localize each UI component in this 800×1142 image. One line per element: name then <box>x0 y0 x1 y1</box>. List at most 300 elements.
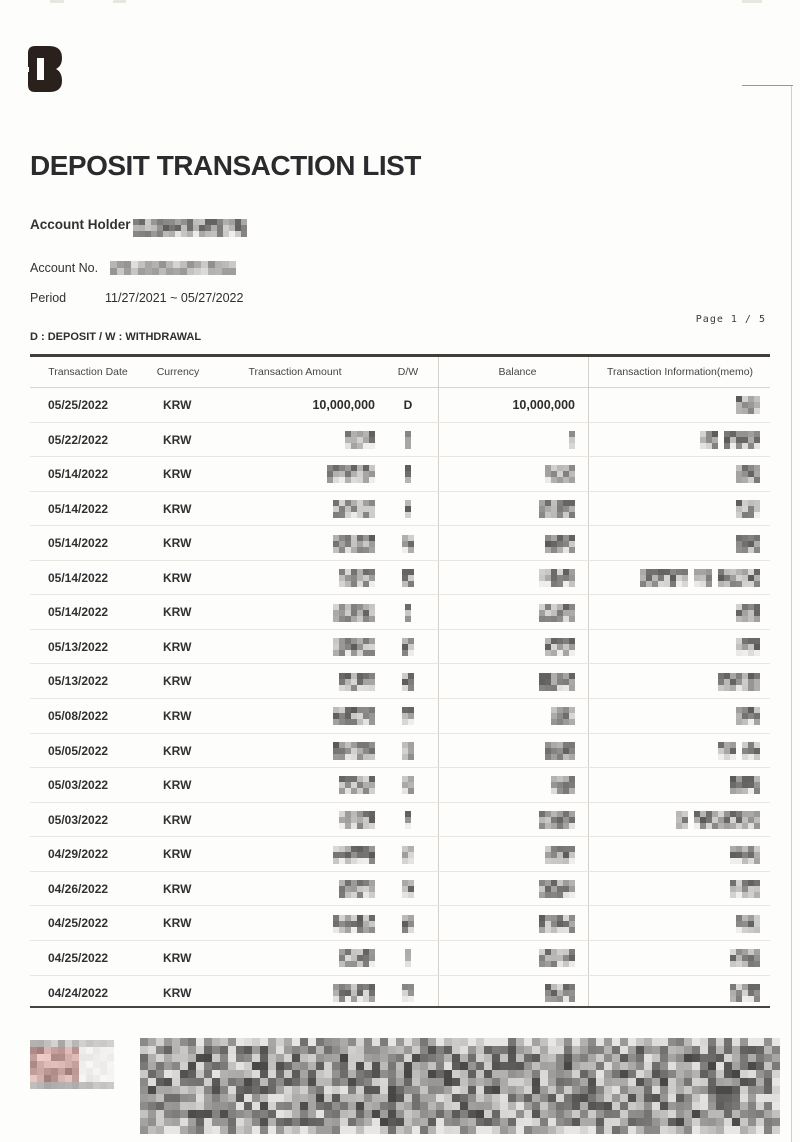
redacted-pixel <box>380 1094 388 1102</box>
redacted-pixel <box>180 261 187 268</box>
redacted-pixel <box>140 1054 148 1062</box>
redacted-pixel <box>86 1068 93 1075</box>
redacted-pixel <box>569 477 575 483</box>
redacted-pixel <box>166 261 173 268</box>
redacted-pixel <box>172 1070 180 1078</box>
redacted-pixel <box>332 1038 340 1046</box>
redacted-pixel <box>332 1086 340 1094</box>
redacted-pixel <box>396 1086 404 1094</box>
redacted-pixel <box>212 1126 220 1134</box>
redacted-pixel <box>396 1054 404 1062</box>
redacted-pixel <box>716 1126 724 1134</box>
redacted-pixel <box>364 1070 372 1078</box>
redacted-pixel <box>569 719 575 725</box>
table-row <box>30 699 770 734</box>
redacted-pixel <box>180 1102 188 1110</box>
deposit-withdrawal-legend: D : DEPOSIT / W : WITHDRAWAL <box>30 331 202 343</box>
redacted-pixel <box>30 1075 37 1082</box>
redacted-pixel <box>484 1126 492 1134</box>
redacted-pixel <box>332 1046 340 1054</box>
redacted-pixel <box>276 1046 284 1054</box>
redacted-pixel <box>500 1118 508 1126</box>
redacted-pixel <box>492 1054 500 1062</box>
redacted-pixel <box>148 1118 156 1126</box>
redacted-pixel <box>140 1038 148 1046</box>
redacted-pixel <box>444 1046 452 1054</box>
redacted-pixel <box>332 1078 340 1086</box>
redacted-pixel <box>51 1068 58 1075</box>
redacted-pixel <box>468 1054 476 1062</box>
redacted-pixel <box>44 1075 51 1082</box>
redacted-value <box>569 431 575 449</box>
period-value: 11/27/2021 ~ 05/27/2022 <box>105 291 244 305</box>
redacted-pixel <box>212 1102 220 1110</box>
redacted-pixel <box>324 1094 332 1102</box>
redacted-pixel <box>684 1086 692 1094</box>
cell-balance <box>460 664 575 699</box>
redacted-pixel <box>107 1068 114 1075</box>
cell-transaction-amount <box>230 976 375 1011</box>
redacted-pixel <box>652 1118 660 1126</box>
redacted-pixel <box>388 1070 396 1078</box>
cell-transaction-date: 05/08/2022 <box>48 709 109 724</box>
redacted-value <box>333 742 375 760</box>
redacted-pixel <box>252 1062 260 1070</box>
redacted-pixel <box>580 1102 588 1110</box>
redacted-pixel <box>500 1110 508 1118</box>
redacted-pixel <box>380 1110 388 1118</box>
redacted-pixel <box>644 1118 652 1126</box>
redacted-pixel <box>612 1086 620 1094</box>
redacted-pixel <box>79 1061 86 1068</box>
redacted-pixel <box>228 1102 236 1110</box>
redacted-value <box>676 811 688 829</box>
redacted-pixel <box>580 1070 588 1078</box>
redacted-value <box>339 776 375 794</box>
redacted-pixel <box>188 1070 196 1078</box>
redacted-pixel <box>588 1054 596 1062</box>
redacted-pixel <box>172 1126 180 1134</box>
redacted-pixel <box>636 1126 644 1134</box>
redacted-pixel <box>236 1110 244 1118</box>
redacted-pixel <box>748 1078 756 1086</box>
redacted-pixel <box>244 1094 252 1102</box>
redacted-pixel <box>732 1110 740 1118</box>
cell-balance <box>460 630 575 665</box>
redacted-value <box>539 915 575 933</box>
redacted-pixel <box>268 1054 276 1062</box>
cell-currency: KRW <box>163 812 192 827</box>
redacted-pixel <box>284 1086 292 1094</box>
redacted-pixel <box>588 1118 596 1126</box>
redacted-pixel <box>668 1118 676 1126</box>
redacted-pixel <box>180 1062 188 1070</box>
redacted-pixel <box>180 268 187 275</box>
redacted-pixel <box>660 1102 668 1110</box>
redacted-pixel <box>420 1070 428 1078</box>
redacted-pixel <box>500 1046 508 1054</box>
redacted-pixel <box>180 1038 188 1046</box>
redacted-value <box>405 500 411 518</box>
cell-currency: KRW <box>163 501 192 516</box>
redacted-pixel <box>332 1126 340 1134</box>
cell-currency: KRW <box>163 536 192 551</box>
redacted-pixel <box>212 1070 220 1078</box>
redacted-pixel <box>380 1054 388 1062</box>
redacted-pixel <box>540 1078 548 1086</box>
cell-memo <box>592 492 760 527</box>
redacted-pixel <box>492 1062 500 1070</box>
redacted-pixel <box>492 1046 500 1054</box>
redacted-pixel <box>564 1094 572 1102</box>
redacted-pixel <box>180 1118 188 1126</box>
redacted-pixel <box>700 1054 708 1062</box>
redacted-pixel <box>324 1038 332 1046</box>
redacted-value <box>402 880 414 898</box>
redacted-pixel <box>716 1102 724 1110</box>
redacted-pixel <box>292 1094 300 1102</box>
redacted-pixel <box>284 1118 292 1126</box>
redacted-pixel <box>276 1078 284 1086</box>
redacted-pixel <box>708 1070 716 1078</box>
redacted-pixel <box>72 1075 79 1082</box>
table-row <box>30 803 770 838</box>
redacted-pixel <box>508 1038 516 1046</box>
redacted-pixel <box>51 1075 58 1082</box>
redacted-pixel <box>37 1054 44 1061</box>
redacted-pixel <box>660 1118 668 1126</box>
redacted-pixel <box>428 1110 436 1118</box>
redacted-pixel <box>300 1046 308 1054</box>
redacted-pixel <box>476 1046 484 1054</box>
redacted-pixel <box>548 1062 556 1070</box>
redacted-pixel <box>148 1070 156 1078</box>
redacted-pixel <box>452 1078 460 1086</box>
redacted-pixel <box>620 1070 628 1078</box>
redacted-pixel <box>492 1110 500 1118</box>
redacted-pixel <box>684 1102 692 1110</box>
cell-memo <box>592 388 760 423</box>
redacted-value <box>402 535 414 553</box>
cell-balance <box>460 906 575 941</box>
redacted-pixel <box>508 1078 516 1086</box>
redacted-pixel <box>212 1118 220 1126</box>
redacted-pixel <box>420 1118 428 1126</box>
redacted-pixel <box>396 1046 404 1054</box>
redacted-pixel <box>569 512 575 518</box>
redacted-pixel <box>65 1061 72 1068</box>
cell-transaction-date: 05/05/2022 <box>48 743 109 758</box>
redacted-pixel <box>468 1094 476 1102</box>
redacted-pixel <box>236 1086 244 1094</box>
redacted-pixel <box>612 1038 620 1046</box>
redacted-value <box>333 915 375 933</box>
redacted-pixel <box>316 1102 324 1110</box>
redacted-pixel <box>260 1078 268 1086</box>
redacted-pixel <box>620 1046 628 1054</box>
redacted-pixel <box>284 1046 292 1054</box>
redacted-pixel <box>332 1110 340 1118</box>
redacted-pixel <box>260 1110 268 1118</box>
redacted-pixel <box>380 1078 388 1086</box>
redacted-pixel <box>156 1038 164 1046</box>
redacted-pixel <box>364 1126 372 1134</box>
redacted-pixel <box>460 1086 468 1094</box>
redacted-pixel <box>756 1102 764 1110</box>
redacted-pixel <box>172 1038 180 1046</box>
redacted-pixel <box>754 996 760 1002</box>
redacted-pixel <box>324 1054 332 1062</box>
redacted-pixel <box>388 1110 396 1118</box>
redacted-pixel <box>716 1062 724 1070</box>
redacted-pixel <box>516 1038 524 1046</box>
redacted-pixel <box>588 1062 596 1070</box>
table-row <box>30 526 770 561</box>
redacted-pixel <box>188 1038 196 1046</box>
redacted-pixel <box>684 1110 692 1118</box>
cell-balance: 10,000,000 <box>512 398 575 412</box>
redacted-pixel <box>580 1110 588 1118</box>
redacted-pixel <box>180 1094 188 1102</box>
redacted-pixel <box>569 996 575 1002</box>
redacted-pixel <box>372 1062 380 1070</box>
redacted-pixel <box>204 1046 212 1054</box>
redacted-pixel <box>524 1078 532 1086</box>
redacted-pixel <box>524 1046 532 1054</box>
redacted-pixel <box>260 1070 268 1078</box>
redacted-pixel <box>612 1062 620 1070</box>
cell-transaction-amount <box>230 492 375 527</box>
redacted-pixel <box>324 1062 332 1070</box>
redacted-pixel <box>612 1078 620 1086</box>
redacted-pixel <box>684 1126 692 1134</box>
redacted-pixel <box>428 1102 436 1110</box>
redacted-pixel <box>668 1126 676 1134</box>
redacted-pixel <box>388 1102 396 1110</box>
redacted-pixel <box>532 1126 540 1134</box>
redacted-pixel <box>652 1054 660 1062</box>
redacted-pixel <box>172 1102 180 1110</box>
redacted-pixel <box>532 1038 540 1046</box>
redacted-pixel <box>516 1110 524 1118</box>
redacted-pixel <box>476 1062 484 1070</box>
redacted-pixel <box>148 1126 156 1134</box>
redacted-pixel <box>212 1038 220 1046</box>
redacted-pixel <box>372 1094 380 1102</box>
redacted-pixel <box>724 1062 732 1070</box>
cell-currency: KRW <box>163 570 192 585</box>
redacted-pixel <box>220 1102 228 1110</box>
redacted-value <box>402 638 414 656</box>
redacted-pixel <box>408 650 414 656</box>
redacted-pixel <box>194 268 201 275</box>
redacted-pixel <box>340 1054 348 1062</box>
redacted-pixel <box>500 1070 508 1078</box>
redacted-pixel <box>396 1038 404 1046</box>
redacted-pixel <box>372 1102 380 1110</box>
redacted-pixel <box>700 1094 708 1102</box>
redacted-pixel <box>532 1118 540 1126</box>
redacted-pixel <box>260 1086 268 1094</box>
redacted-pixel <box>540 1118 548 1126</box>
cell-dw <box>386 768 430 803</box>
redacted-pixel <box>268 1078 276 1086</box>
redacted-pixel <box>292 1078 300 1086</box>
redacted-pixel <box>748 1046 756 1054</box>
redacted-pixel <box>316 1078 324 1086</box>
redacted-pixel <box>548 1110 556 1118</box>
redacted-pixel <box>756 1126 764 1134</box>
redacted-pixel <box>548 1102 556 1110</box>
redacted-pixel <box>369 823 375 829</box>
redacted-pixel <box>188 1062 196 1070</box>
redacted-pixel <box>369 512 375 518</box>
redacted-pixel <box>79 1075 86 1082</box>
redacted-pixel <box>636 1102 644 1110</box>
redacted-pixel <box>569 443 575 449</box>
redacted-pixel <box>428 1118 436 1126</box>
redacted-pixel <box>236 1070 244 1078</box>
redacted-pixel <box>51 1082 58 1089</box>
table-row <box>30 976 770 1011</box>
redacted-pixel <box>220 1070 228 1078</box>
redacted-pixel <box>700 1078 708 1086</box>
redacted-pixel <box>164 1046 172 1054</box>
redacted-value <box>333 604 375 622</box>
redacted-pixel <box>764 1118 772 1126</box>
redacted-pixel <box>460 1102 468 1110</box>
redacted-pixel <box>676 1070 684 1078</box>
redacted-pixel <box>460 1094 468 1102</box>
cell-dw <box>386 595 430 630</box>
redacted-pixel <box>148 1102 156 1110</box>
cell-transaction-date: 05/14/2022 <box>48 536 109 551</box>
redacted-pixel <box>241 231 247 237</box>
redacted-pixel <box>748 1070 756 1078</box>
redacted-pixel <box>369 961 375 967</box>
redacted-pixel <box>716 1078 724 1086</box>
redacted-pixel <box>756 1110 764 1118</box>
redacted-value <box>640 569 688 587</box>
redacted-pixel <box>308 1078 316 1086</box>
redacted-pixel <box>356 1078 364 1086</box>
redacted-pixel <box>340 1038 348 1046</box>
redacted-pixel <box>220 1086 228 1094</box>
redacted-pixel <box>460 1078 468 1086</box>
cell-dw <box>386 457 430 492</box>
column-header-transaction-amount: Transaction Amount <box>248 366 342 378</box>
redacted-pixel <box>676 1078 684 1086</box>
redacted-pixel <box>316 1126 324 1134</box>
cell-transaction-date: 05/22/2022 <box>48 432 109 447</box>
cell-dw <box>386 941 430 976</box>
redacted-value <box>551 776 575 794</box>
redacted-pixel <box>436 1038 444 1046</box>
stamp-redacted <box>30 1040 114 1089</box>
redacted-pixel <box>30 1068 37 1075</box>
redacted-value <box>730 984 760 1002</box>
redacted-pixel <box>724 1054 732 1062</box>
redacted-pixel <box>556 1094 564 1102</box>
redacted-pixel <box>404 1038 412 1046</box>
redacted-pixel <box>468 1118 476 1126</box>
redacted-pixel <box>332 1102 340 1110</box>
redacted-pixel <box>180 1126 188 1134</box>
redacted-pixel <box>260 1102 268 1110</box>
redacted-pixel <box>30 1047 37 1054</box>
redacted-pixel <box>436 1046 444 1054</box>
cell-memo <box>592 734 760 769</box>
cell-transaction-date: 05/14/2022 <box>48 467 109 482</box>
redacted-value <box>339 673 375 691</box>
redacted-pixel <box>580 1086 588 1094</box>
redacted-pixel <box>222 268 229 275</box>
redacted-pixel <box>500 1078 508 1086</box>
redacted-value <box>333 535 375 553</box>
cell-memo <box>592 423 760 458</box>
redacted-pixel <box>79 1040 86 1047</box>
redacted-pixel <box>212 1078 220 1086</box>
redacted-pixel <box>484 1102 492 1110</box>
cell-dw <box>386 837 430 872</box>
redacted-pixel <box>364 1078 372 1086</box>
redacted-pixel <box>220 1110 228 1118</box>
redacted-pixel <box>636 1086 644 1094</box>
redacted-pixel <box>476 1110 484 1118</box>
redacted-pixel <box>93 1082 100 1089</box>
redacted-pixel <box>564 1078 572 1086</box>
redacted-pixel <box>684 1046 692 1054</box>
period-label: Period <box>30 291 67 305</box>
redacted-pixel <box>580 1126 588 1134</box>
redacted-pixel <box>117 261 124 268</box>
redacted-pixel <box>748 1094 756 1102</box>
redacted-pixel <box>292 1086 300 1094</box>
redacted-pixel <box>364 1046 372 1054</box>
redacted-pixel <box>628 1038 636 1046</box>
redacted-pixel <box>276 1118 284 1126</box>
redacted-pixel <box>172 1062 180 1070</box>
account-holder-label: Account Holder <box>30 217 131 232</box>
redacted-pixel <box>580 1038 588 1046</box>
cell-balance <box>460 768 575 803</box>
redacted-pixel <box>284 1054 292 1062</box>
redacted-pixel <box>492 1086 500 1094</box>
redacted-pixel <box>204 1054 212 1062</box>
redacted-pixel <box>468 1070 476 1078</box>
redacted-pixel <box>196 1054 204 1062</box>
redacted-pixel <box>644 1070 652 1078</box>
redacted-pixel <box>252 1054 260 1062</box>
cell-balance <box>460 595 575 630</box>
redacted-value <box>736 465 760 483</box>
redacted-pixel <box>388 1062 396 1070</box>
redacted-pixel <box>65 1054 72 1061</box>
redacted-pixel <box>204 1038 212 1046</box>
redacted-pixel <box>572 1102 580 1110</box>
redacted-pixel <box>420 1086 428 1094</box>
redacted-pixel <box>644 1062 652 1070</box>
redacted-pixel <box>636 1110 644 1118</box>
redacted-pixel <box>100 1040 107 1047</box>
redacted-pixel <box>268 1126 276 1134</box>
redacted-pixel <box>236 1078 244 1086</box>
redacted-pixel <box>612 1118 620 1126</box>
redacted-pixel <box>604 1126 612 1134</box>
redacted-pixel <box>268 1070 276 1078</box>
redacted-pixel <box>556 1102 564 1110</box>
redacted-pixel <box>37 1040 44 1047</box>
